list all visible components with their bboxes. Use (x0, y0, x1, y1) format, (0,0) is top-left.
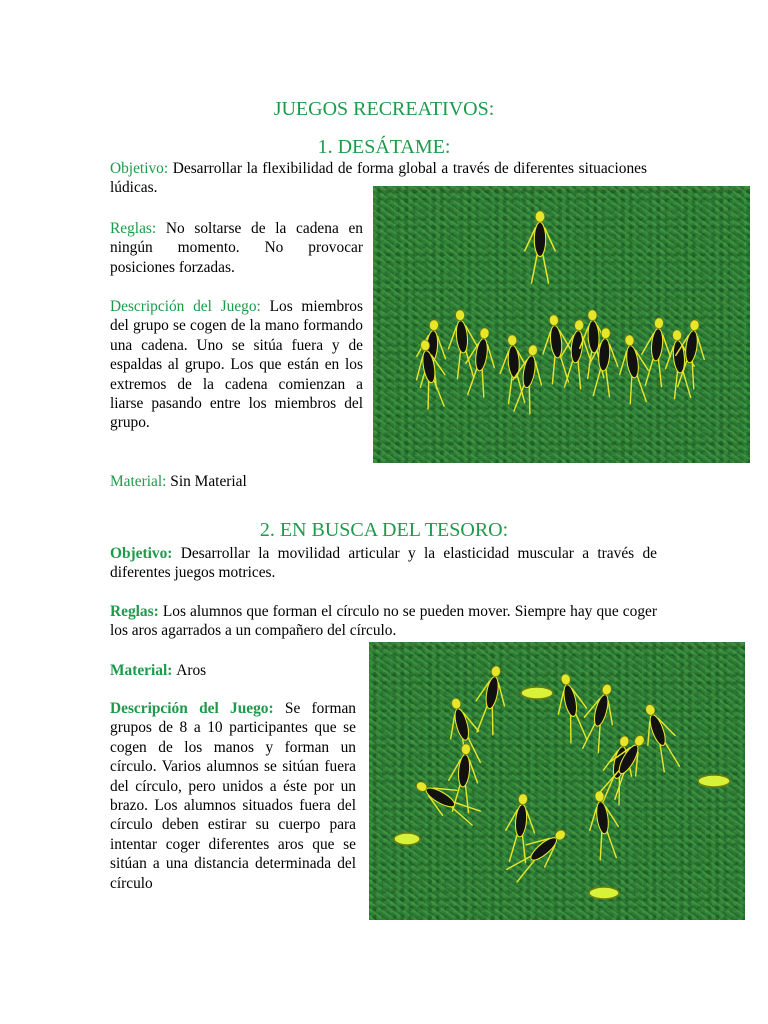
desatame-illustration (373, 186, 750, 463)
objetivo-label: Objetivo: (110, 545, 173, 562)
descripcion-text: Los miembros del grupo se cogen de la mano formando una cadena. Uno se sitúa fuera y de espaldas al grupo. Los que están en los extremos de la cadena comienzan a liarse pasando entre los miembros del grupo. (110, 298, 363, 432)
hoop-ring (589, 887, 619, 899)
objetivo-text: Desarrollar la movilidad articular y la elasticidad muscular a través de diferentes juegos motrices. (110, 545, 657, 582)
material-text: Aros (176, 662, 207, 679)
player-figure (445, 309, 480, 380)
player-figure (503, 821, 574, 887)
section2-heading: 2. EN BUSCA DEL TESORO: (259, 519, 509, 541)
section1-material (110, 472, 363, 491)
player-figure (614, 333, 652, 405)
player-figure (471, 664, 511, 736)
material-label: Material: (110, 662, 173, 679)
material-text: Sin Material (170, 473, 247, 490)
player-figure (551, 671, 593, 744)
reglas-text: No soltarse de la cadena en ningún momento. No provocar posiciones forzadas. (110, 220, 363, 276)
objetivo-text: Desarrollar la flexibilidad de forma global a través de diferentes situaciones lúdicas. (110, 160, 647, 197)
material-label: Material: (110, 473, 167, 490)
descripcion-label: Descripción del Juego: (110, 700, 274, 717)
player-figure (577, 681, 623, 755)
reglas-text: Los alumnos que forman el círculo no se pueden mover. Siempre hay que coger los aros agarrados a un compañero del círculo. (110, 603, 657, 640)
chain-figures-drawing (373, 186, 750, 463)
player-figure (639, 317, 674, 388)
reglas-label: Reglas: (110, 603, 159, 620)
descripcion-text: Se forman grupos de 8 a 10 participantes que se cogen de los manos y forman un círculo. Varios alumnos se sitúan fuera del círculo, pero unidos a éste por un brazo. Los alumnos situados fuera del círculo deben estirar su cuerpo para intentar coger diferentes aros que se sitúan a una distancia determinada del círculo (110, 700, 356, 892)
section1-descripcion (110, 297, 363, 433)
section1-heading: 1. DESÁTAME: (317, 136, 451, 158)
player-figure (539, 313, 575, 384)
section2-reglas (110, 602, 657, 641)
circle-figures-drawing (369, 642, 745, 920)
player-figure (410, 771, 484, 830)
player-figure (584, 789, 622, 861)
section2-material (110, 661, 360, 680)
page-title: JUEGOS RECREATIVOS: (273, 98, 495, 120)
section2-descripcion (110, 699, 356, 893)
tesoro-illustration (369, 642, 745, 920)
section1-reglas (110, 219, 363, 277)
descripcion-label: Descripción del Juego: (110, 298, 261, 315)
hoop-ring (394, 833, 420, 845)
section2-objetivo (110, 544, 657, 583)
hoop-ring (698, 775, 730, 787)
objetivo-label: Objetivo: (110, 160, 169, 177)
player-figure (525, 211, 555, 283)
reglas-label: Reglas: (110, 220, 157, 237)
hoop-ring (521, 687, 553, 699)
